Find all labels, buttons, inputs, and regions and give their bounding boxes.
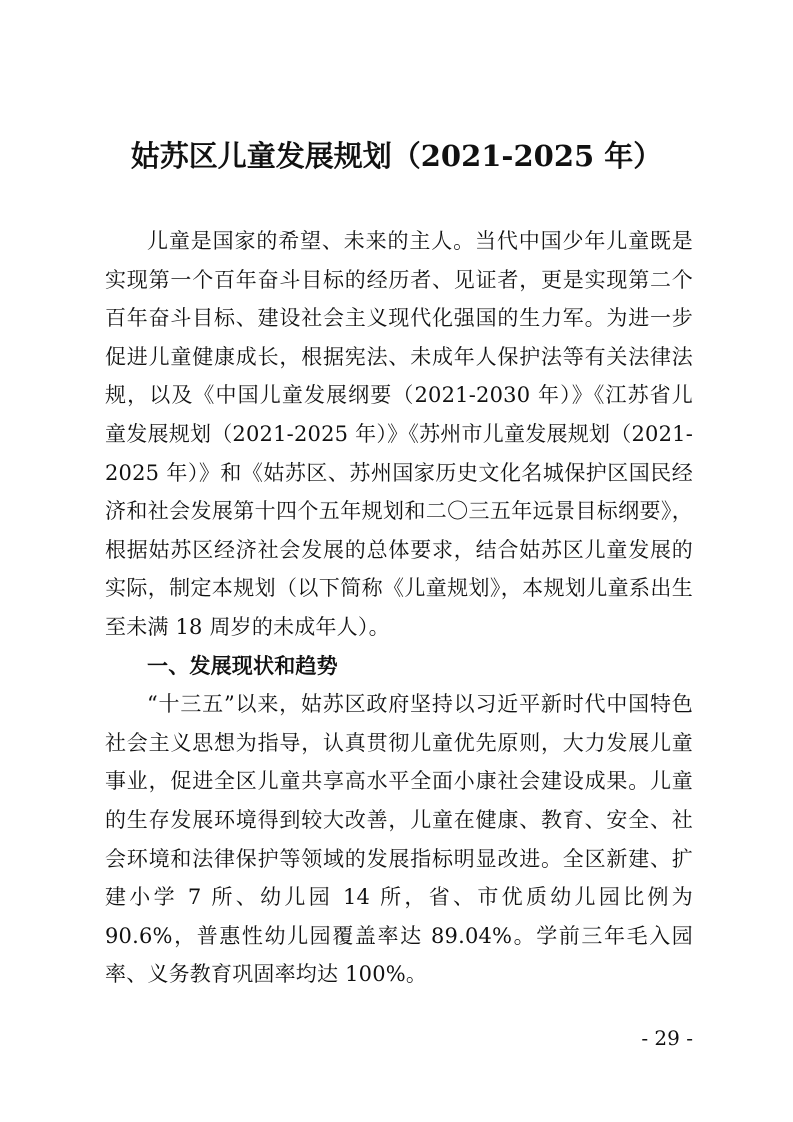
document-body [105,222,693,994]
document-title: 姑苏区儿童发展规划（2021-2025 年） [130,139,663,173]
intro-paragraph: 儿童是国家的希望、未来的主人。当代中国少年儿童既是实现第一个百年奋斗目标的经历者、见证者，更是实现第二个百年奋斗目标、建设社会主义现代化强国的生力军。为进一步促进儿童健康成长，根据宪法、未成年人保护法等有关法律法规，以及《中国儿童发展纲要（2021-2030 年）》《江苏省儿童发展规划（2021-2025 年）》《苏州市儿童发展规划（2021-2025 年）》和《姑苏区、苏州国家历史文化名城保护区国民经济和社会发展第十四个五年规划和二〇三五年远景目标纲要》，根据姑苏区经济社会发展的总体要求，结合姑苏区儿童发展的实际，制定本规划（以下简称《儿童规划》，本规划儿童系出生至未满 18 周岁的未成年人）。 [105,229,693,639]
page-number: - 29 - [641,1026,693,1050]
section-paragraph: “十三五”以来，姑苏区政府坚持以习近平新时代中国特色社会主义思想为指导，认真贯彻儿童优先原则，大力发展儿童事业，促进全区儿童共享高水平全面小康社会建设成果。儿童的生存发展环境得到较大改善，儿童在健康、教育、安全、社会环境和法律保护等领域的发展指标明显改进。全区新建、扩建小学 7 所、幼儿园 14 所，省、市优质幼儿园比例为 90.6%，普惠性幼儿园覆盖率达 89.04%。学前三年毛入园率、义务教育巩固率均达 100%。 [105,692,693,987]
section-heading: 一、发展现状和趋势 [147,653,338,678]
